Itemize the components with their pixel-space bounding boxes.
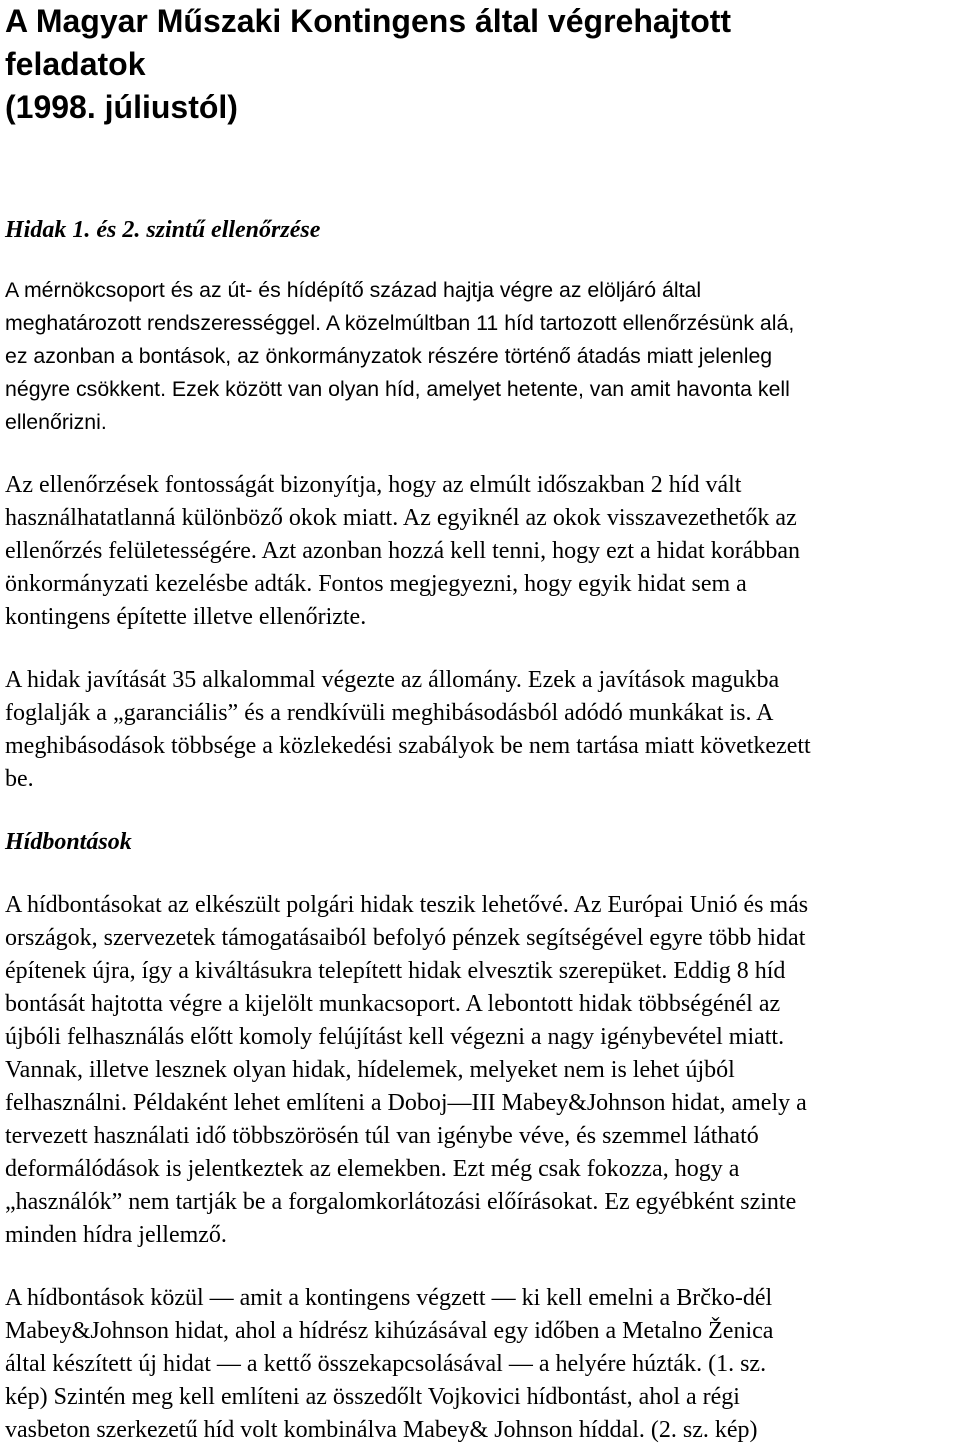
paragraph: [5, 1282, 957, 1447]
text-line: ez azonban a bontások, az önkormányzatok részére történő átadás miatt jelenleg: [5, 344, 773, 368]
text-line: Az ellenőrzések fontosságát bizonyítja, hogy az elmúlt időszakban 2 híd vált: [5, 472, 742, 498]
text-line: A hídbontások közül — amit a kontingens végzett — ki kell emelni a Brčko-dél: [5, 1285, 773, 1311]
text-line: kép) Szintén meg kell említeni az összedőlt Vojkovici hídbontást, ahol a régi: [5, 1384, 740, 1410]
text-line: „használók” nem tartják be a forgalomkorlátozási előírásokat. Ez egyébként szinte: [5, 1189, 797, 1215]
paragraph: [5, 274, 957, 439]
text-line: A hídbontásokat az elkészült polgári hidak teszik lehetővé. Az Európai Unió és más: [5, 892, 809, 918]
text-line: Vannak, illetve lesznek olyan hidak, hídelemek, melyeket nem is lehet újból: [5, 1057, 735, 1083]
text-line: önkormányzati kezelésbe adták. Fontos megjegyezni, hogy egyik hidat sem a: [5, 571, 747, 597]
title-line: (1998. júliustól): [5, 89, 238, 125]
text-line: meghibásodások többsége a közlekedési szabályok be nem tartása miatt következett: [5, 733, 811, 759]
section-heading-bridge-inspection: Hidak 1. és 2. szintű ellenőrzése: [5, 217, 321, 243]
text-line: be.: [5, 766, 34, 792]
text-line: által készített új hidat — a kettő összekapcsolásával — a helyére húzták. (1. sz.: [5, 1351, 767, 1377]
text-line: kontingens építette illetve ellenőrizte.: [5, 604, 367, 630]
text-line: minden hídra jellemző.: [5, 1222, 227, 1248]
section-heading-bridge-demolitions: Hídbontások: [5, 829, 132, 855]
text-line: bontását hajtotta végre a kijelölt munkacsoport. A lebontott hidak többségénél az: [5, 991, 781, 1017]
text-line: A mérnökcsoport és az út- és hídépítő század hajtja végre az elöljáró által: [5, 278, 702, 302]
text-line: építenek újra, így a kiváltásukra telepített hidak elvesztik szerepüket. Eddig 8 híd: [5, 958, 786, 984]
text-line: vasbeton szerkezetű híd volt kombinálva Mabey& Johnson híddal. (2. sz. kép): [5, 1417, 758, 1443]
text-line: újbóli felhasználás előtt komoly felújítást kell végezni a nagy igénybevétel miatt.: [5, 1024, 785, 1050]
text-line: Mabey&Johnson hidat, ahol a hídrész kihúzásával egy időben a Metalno Ženica: [5, 1318, 774, 1344]
document-page: [5, 0, 957, 1447]
paragraph: [5, 469, 957, 634]
document-title: [5, 0, 957, 129]
title-line: feladatok: [5, 46, 146, 82]
text-line: ellenőrzés felületességére. Azt azonban hozzá kell tenni, hogy ezt a hidat korábban: [5, 538, 800, 564]
text-line: A hidak javítását 35 alkalommal végezte az állomány. Ezek a javítások magukba: [5, 667, 780, 693]
paragraph: [5, 889, 957, 1252]
text-line: országok, szervezetek támogatásaiból befolyó pénzek segítségével egyre több hidat: [5, 925, 806, 951]
paragraph: [5, 664, 957, 796]
text-line: ellenőrizni.: [5, 410, 107, 434]
text-line: meghatározott rendszerességgel. A közelmúltban 11 híd tartozott ellenőrzésünk alá,: [5, 311, 795, 335]
text-line: négyre csökkent. Ezek között van olyan híd, amelyet hetente, van amit havonta kell: [5, 377, 790, 401]
text-line: foglalják a „garanciális” és a rendkívüli meghibásodásból adódó munkákat is. A: [5, 700, 774, 726]
text-line: deformálódások is jelentkeztek az elemekben. Ezt még csak fokozza, hogy a: [5, 1156, 740, 1182]
text-line: használhatatlanná különböző okok miatt. Az egyiknél az okok visszavezethetők az: [5, 505, 797, 531]
title-line: A Magyar Műszaki Kontingens által végrehajtott: [5, 3, 732, 39]
text-line: tervezett használati idő többszörösén túl van igénybe véve, és szemmel látható: [5, 1123, 759, 1149]
text-line: felhasználni. Példaként lehet említeni a Doboj—III Mabey&Johnson hidat, amely a: [5, 1090, 807, 1116]
